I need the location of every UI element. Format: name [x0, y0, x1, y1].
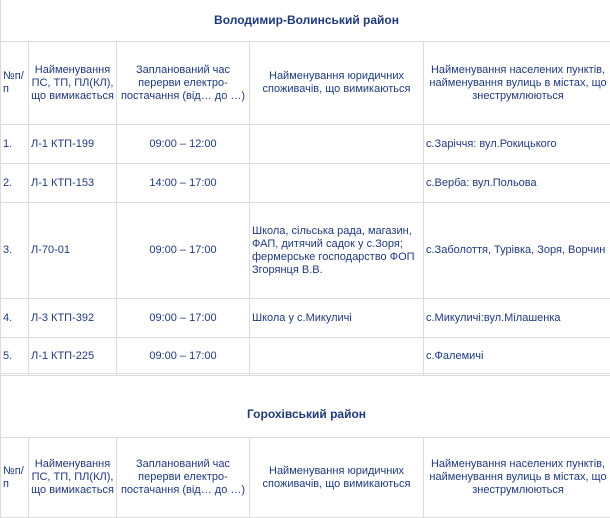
row-settlements: с.Фалемичі	[424, 338, 610, 376]
row-settlements: с.Верба: вул.Польова	[424, 164, 610, 203]
header-settlements: Найменування населених пунктів, найменування вулиць в містах, що знеструмлюються	[424, 42, 610, 125]
row-number: 1.	[1, 125, 29, 164]
header-settlements: Найменування населених пунктів, найменування вулиць в містах, що знеструмлюються	[424, 438, 610, 518]
header-number: №п/п	[1, 42, 29, 125]
row-planned-time: 09:00 – 17:00	[117, 299, 250, 338]
table-row	[1, 338, 610, 376]
header-legal-consumers: Найменування юридичних споживачів, що вимикаються	[250, 438, 424, 518]
row-settlements: с.Заріччя: вул.Рокицького	[424, 125, 610, 164]
header-object-name: Найменування ПС, ТП, ПЛ(КЛ), що вимикається	[29, 438, 117, 518]
header-number: №п/п	[1, 438, 29, 518]
table-row	[1, 164, 610, 203]
district-title: Володимир-Волинський район	[1, 0, 610, 42]
row-legal-consumers	[250, 338, 424, 376]
header-object-name: Найменування ПС, ТП, ПЛ(КЛ), що вимикається	[29, 42, 117, 125]
row-object-name: Л-70-01	[29, 203, 117, 299]
table-row	[1, 299, 610, 338]
row-object-name: Л-1 КТП-153	[29, 164, 117, 203]
header-planned-time: Запланований час перерви електро- постачання (від… до …)	[117, 438, 250, 518]
district-title-row	[1, 0, 610, 42]
row-number: 4.	[1, 299, 29, 338]
header-planned-time: Запланований час перерви електро- постачання (від… до …)	[117, 42, 250, 125]
row-planned-time: 09:00 – 17:00	[117, 338, 250, 376]
table-header-row	[1, 42, 610, 125]
row-settlements: с.Заболоття, Турівка, Зоря, Ворчин	[424, 203, 610, 299]
row-planned-time: 09:00 – 17:00	[117, 203, 250, 299]
row-number: 5.	[1, 338, 29, 376]
header-legal-consumers: Найменування юридичних споживачів, що вимикаються	[250, 42, 424, 125]
row-planned-time: 14:00 – 17:00	[117, 164, 250, 203]
row-object-name: Л-1 КТП-225	[29, 338, 117, 376]
row-legal-consumers: Школа, сільська рада, магазин, ФАП, дитячий садок у с.Зоря; фермерське господарство ФОП Згорянця В.В.	[250, 203, 424, 299]
row-number: 2.	[1, 164, 29, 203]
row-legal-consumers: Школа у с.Микуличі	[250, 299, 424, 338]
table-row	[1, 203, 610, 299]
district-2-table	[0, 373, 610, 518]
district-title-row	[1, 374, 610, 438]
row-number: 3.	[1, 203, 29, 299]
row-legal-consumers	[250, 164, 424, 203]
row-legal-consumers	[250, 125, 424, 164]
table-row	[1, 125, 610, 164]
row-settlements: с.Микуличі:вул.Мілашенка	[424, 299, 610, 338]
row-object-name: Л-1 КТП-199	[29, 125, 117, 164]
district-title: Горохівський район	[1, 374, 610, 438]
table-header-row	[1, 438, 610, 518]
row-planned-time: 09:00 – 12:00	[117, 125, 250, 164]
row-object-name: Л-3 КТП-392	[29, 299, 117, 338]
